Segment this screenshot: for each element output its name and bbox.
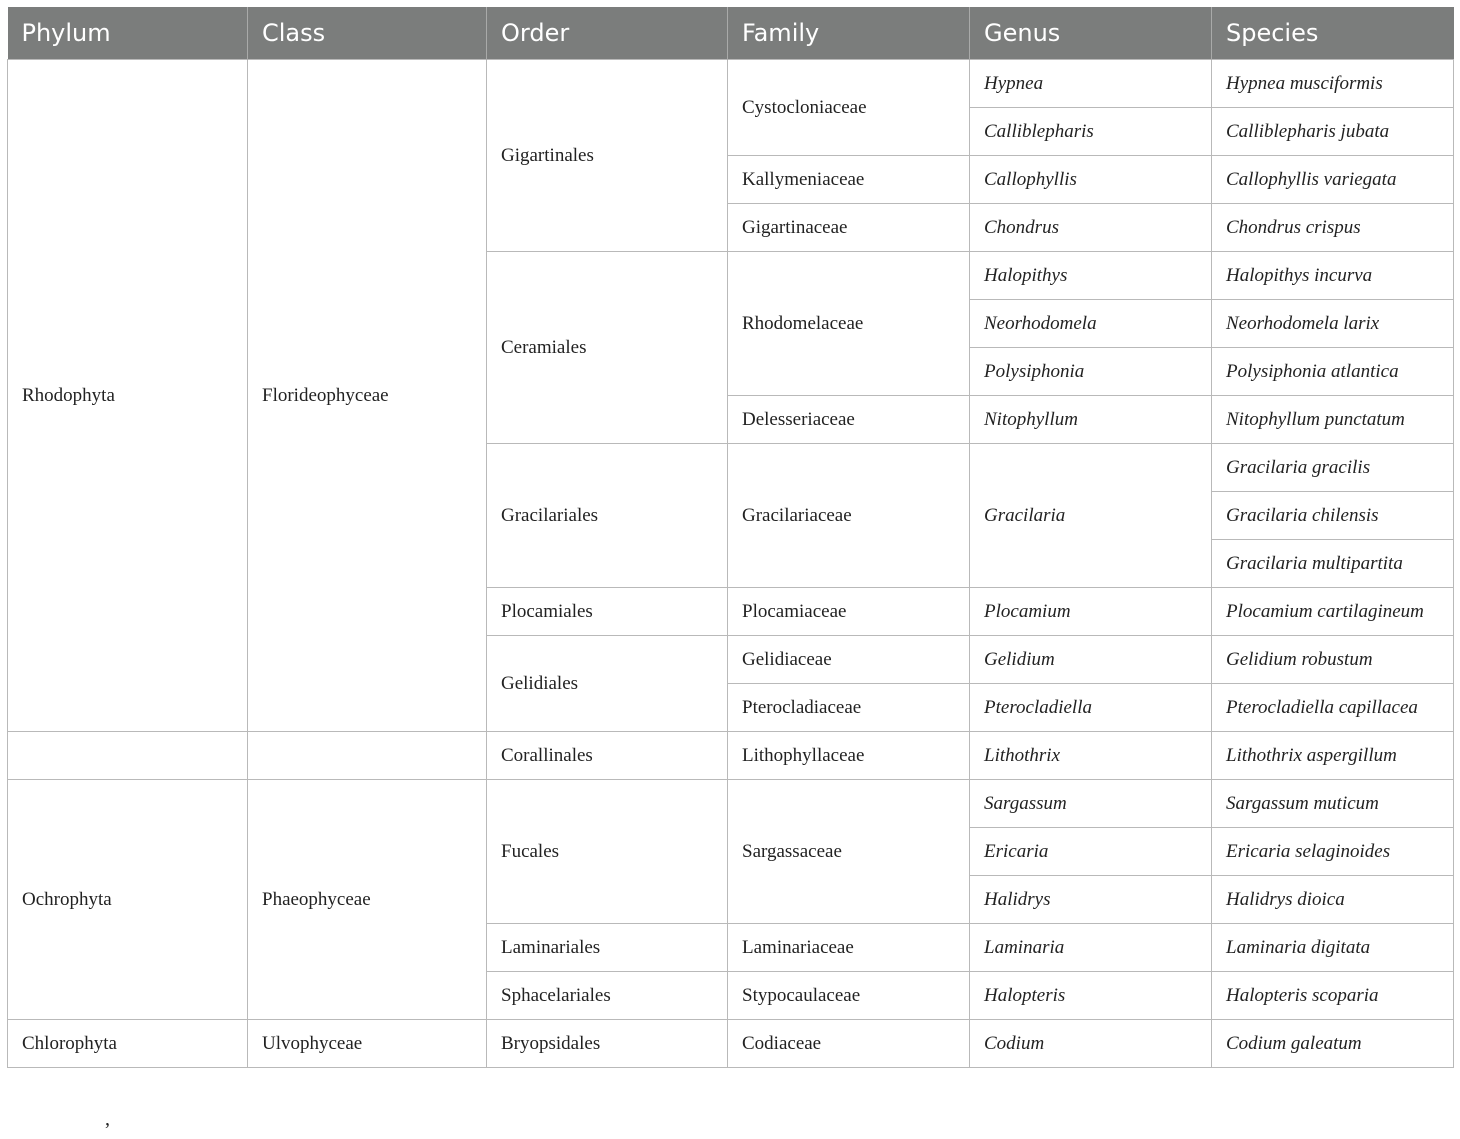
genus-cell: Calliblepharis — [970, 108, 1212, 156]
species-cell: Nitophyllum punctatum — [1212, 396, 1454, 444]
phylum-cell: Chlorophyta — [8, 1020, 248, 1068]
order-cell: Corallinales — [487, 732, 728, 780]
species-cell: Calliblepharis jubata — [1212, 108, 1454, 156]
family-cell: Stypocaulaceae — [728, 972, 970, 1020]
family-cell: Codiaceae — [728, 1020, 970, 1068]
order-cell: Gracilariales — [487, 444, 728, 588]
family-cell: Delesseriaceae — [728, 396, 970, 444]
species-cell: Halopteris scoparia — [1212, 972, 1454, 1020]
genus-cell: Chondrus — [970, 204, 1212, 252]
class-cell: Ulvophyceae — [248, 1020, 487, 1068]
header-family: Family — [728, 7, 970, 60]
genus-cell: Callophyllis — [970, 156, 1212, 204]
genus-cell: Neorhodomela — [970, 300, 1212, 348]
header-row — [8, 7, 1454, 60]
species-cell: Plocamium cartilagineum — [1212, 588, 1454, 636]
genus-cell: Gelidium — [970, 636, 1212, 684]
family-cell: Lithophyllaceae — [728, 732, 970, 780]
order-cell: Gelidiales — [487, 636, 728, 732]
genus-cell: Halopteris — [970, 972, 1212, 1020]
species-cell: Polysiphonia atlantica — [1212, 348, 1454, 396]
class-cell-empty — [248, 732, 487, 780]
table-row — [8, 732, 1454, 780]
family-cell: Gracilariaceae — [728, 444, 970, 588]
species-cell: Halidrys dioica — [1212, 876, 1454, 924]
genus-cell: Hypnea — [970, 60, 1212, 108]
phylum-cell: Ochrophyta — [8, 780, 248, 1020]
genus-cell: Pterocladiella — [970, 684, 1212, 732]
phylum-cell-empty — [8, 732, 248, 780]
footnote-mark: , — [105, 1108, 110, 1130]
species-cell: Pterocladiella capillacea — [1212, 684, 1454, 732]
header-class: Class — [248, 7, 487, 60]
order-cell: Gigartinales — [487, 60, 728, 252]
species-cell: Ericaria selaginoides — [1212, 828, 1454, 876]
family-cell: Pterocladiaceae — [728, 684, 970, 732]
genus-cell: Lithothrix — [970, 732, 1212, 780]
order-cell: Ceramiales — [487, 252, 728, 444]
taxonomy-table — [7, 7, 1454, 1068]
species-cell: Callophyllis variegata — [1212, 156, 1454, 204]
species-cell: Gracilaria multipartita — [1212, 540, 1454, 588]
species-cell: Gracilaria chilensis — [1212, 492, 1454, 540]
species-cell: Neorhodomela larix — [1212, 300, 1454, 348]
header-order: Order — [487, 7, 728, 60]
species-cell: Lithothrix aspergillum — [1212, 732, 1454, 780]
genus-cell: Ericaria — [970, 828, 1212, 876]
order-cell: Plocamiales — [487, 588, 728, 636]
family-cell: Kallymeniaceae — [728, 156, 970, 204]
genus-cell: Nitophyllum — [970, 396, 1212, 444]
genus-cell: Sargassum — [970, 780, 1212, 828]
phylum-cell: Rhodophyta — [8, 60, 248, 732]
header-species: Species — [1212, 7, 1454, 60]
genus-cell: Gracilaria — [970, 444, 1212, 588]
genus-cell: Codium — [970, 1020, 1212, 1068]
family-cell: Plocamiaceae — [728, 588, 970, 636]
table-row — [8, 780, 1454, 828]
order-cell: Bryopsidales — [487, 1020, 728, 1068]
family-cell: Cystocloniaceae — [728, 60, 970, 156]
order-cell: Laminariales — [487, 924, 728, 972]
class-cell: Phaeophyceae — [248, 780, 487, 1020]
table-row — [8, 60, 1454, 108]
order-cell: Fucales — [487, 780, 728, 924]
family-cell: Gelidiaceae — [728, 636, 970, 684]
family-cell: Rhodomelaceae — [728, 252, 970, 396]
family-cell: Laminariaceae — [728, 924, 970, 972]
species-cell: Chondrus crispus — [1212, 204, 1454, 252]
class-cell: Florideophyceae — [248, 60, 487, 732]
header-phylum: Phylum — [8, 7, 248, 60]
species-cell: Gelidium robustum — [1212, 636, 1454, 684]
genus-cell: Halopithys — [970, 252, 1212, 300]
table-row — [8, 1020, 1454, 1068]
header-genus: Genus — [970, 7, 1212, 60]
species-cell: Halopithys incurva — [1212, 252, 1454, 300]
species-cell: Codium galeatum — [1212, 1020, 1454, 1068]
order-cell: Sphacelariales — [487, 972, 728, 1020]
species-cell: Sargassum muticum — [1212, 780, 1454, 828]
genus-cell: Plocamium — [970, 588, 1212, 636]
genus-cell: Halidrys — [970, 876, 1212, 924]
family-cell: Sargassaceae — [728, 780, 970, 924]
species-cell: Gracilaria gracilis — [1212, 444, 1454, 492]
family-cell: Gigartinaceae — [728, 204, 970, 252]
species-cell: Hypnea musciformis — [1212, 60, 1454, 108]
genus-cell: Polysiphonia — [970, 348, 1212, 396]
species-cell: Laminaria digitata — [1212, 924, 1454, 972]
genus-cell: Laminaria — [970, 924, 1212, 972]
